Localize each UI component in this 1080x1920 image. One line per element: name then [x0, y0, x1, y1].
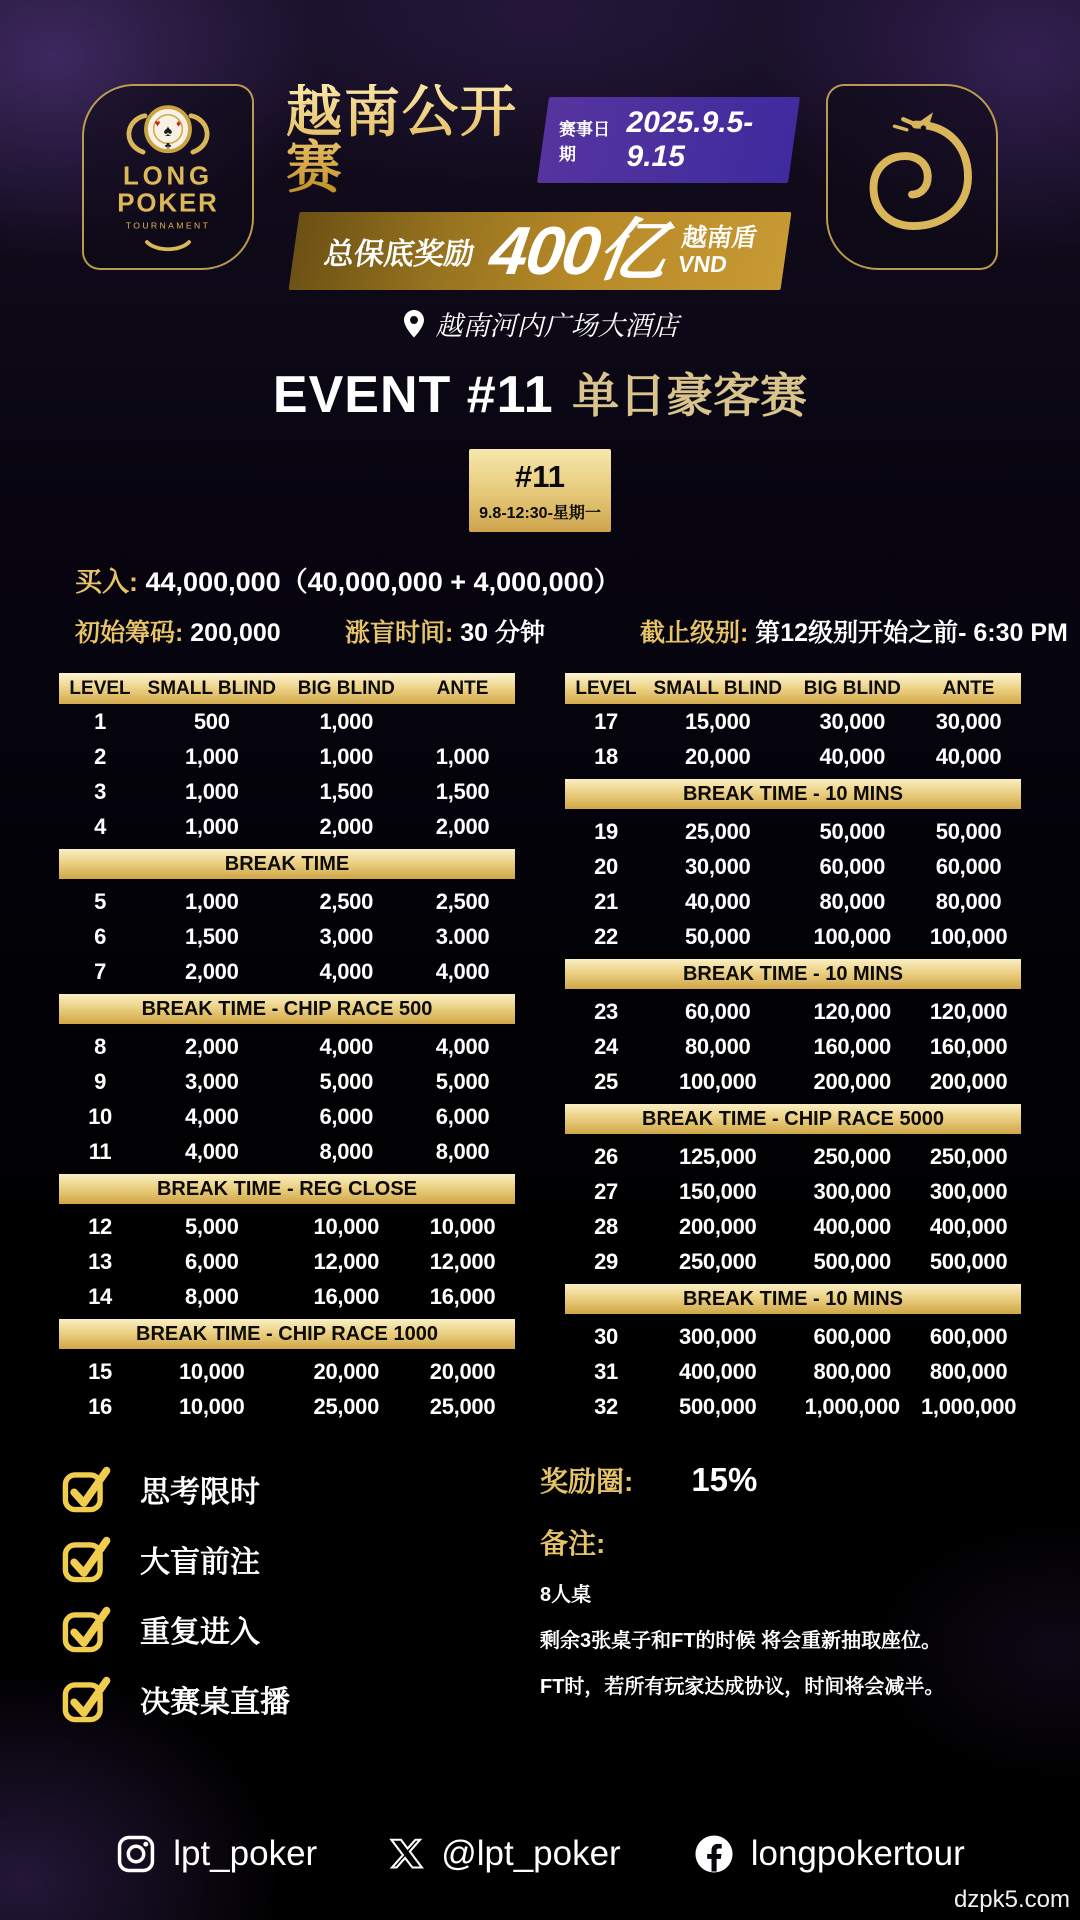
- note-line: 8人桌: [540, 1584, 592, 1606]
- cell-sb: 150,000: [679, 1178, 757, 1204]
- cell-level: 10: [88, 1103, 112, 1129]
- cell-sb: 8,000: [184, 1283, 239, 1309]
- cell-ante: 2,500: [435, 888, 490, 914]
- col-level: LEVEL: [69, 677, 131, 699]
- cell-bb: 5,000: [319, 1068, 374, 1094]
- cell-ante: 20,000: [429, 1358, 496, 1384]
- cell-ante: 80,000: [935, 888, 1002, 914]
- cell-bb: 12,000: [313, 1248, 380, 1274]
- checkbox-checked-icon: [60, 1533, 112, 1585]
- cell-level: 15: [88, 1358, 112, 1384]
- svg-text:LONG: LONG: [123, 162, 213, 191]
- cell-ante: 12,000: [429, 1248, 496, 1274]
- stats-line: [75, 613, 1080, 649]
- cell-ante: 120,000: [929, 998, 1008, 1024]
- date-value: 2025.9.5-9.15: [626, 106, 754, 173]
- svg-text:♥: ♥: [154, 118, 161, 130]
- cell-bb: 80,000: [819, 888, 886, 914]
- level-row: [565, 1209, 1021, 1244]
- cell-level: 18: [594, 743, 618, 769]
- level-row: [59, 919, 515, 954]
- cell-ante: 300,000: [929, 1178, 1008, 1204]
- event-number-badge: [469, 449, 611, 532]
- cell-ante: 250,000: [929, 1143, 1008, 1169]
- break-row: BREAK TIME - CHIP RACE 500: [59, 994, 515, 1024]
- cell-bb: 2,500: [319, 888, 374, 914]
- level-row: [59, 1029, 515, 1064]
- cell-ante: 30,000: [935, 708, 1002, 734]
- cell-level: 32: [594, 1393, 618, 1419]
- note-line: FT时，若所有玩家达成协议，时间将会减半。: [540, 1676, 945, 1698]
- cell-level: 8: [94, 1033, 106, 1059]
- cell-bb: 1,000: [319, 708, 374, 734]
- cell-sb: 1,500: [184, 923, 239, 949]
- social-text: @lpt_poker: [441, 1834, 621, 1873]
- buyin-line: [75, 560, 1080, 599]
- cell-ante: 2,000: [435, 813, 490, 839]
- col-ante: ANTE: [942, 677, 995, 699]
- svg-text:♣: ♣: [164, 140, 172, 152]
- cell-level: 6: [94, 923, 106, 949]
- cell-ante: 60,000: [935, 853, 1002, 879]
- feature-list: [60, 1460, 530, 1740]
- cell-level: 21: [594, 888, 618, 914]
- cell-ante: 800,000: [929, 1358, 1008, 1384]
- cell-level: 13: [88, 1248, 112, 1274]
- stat-label: 涨盲时间:: [345, 619, 454, 647]
- cell-ante: 1,000: [435, 743, 490, 769]
- cell-ante: 600,000: [929, 1323, 1008, 1349]
- level-row: [59, 1064, 515, 1099]
- cell-ante: 1,000,000: [920, 1393, 1017, 1419]
- level-row: [565, 704, 1021, 739]
- feature-reentry: [60, 1600, 530, 1657]
- guarantee-label: 总保底奖励: [321, 238, 477, 271]
- level-row: [565, 1319, 1021, 1354]
- level-row: [565, 919, 1021, 954]
- checkbox-checked-icon: [60, 1673, 112, 1725]
- cell-level: 14: [88, 1283, 112, 1309]
- level-row: [565, 1139, 1021, 1174]
- cell-sb: 500,000: [679, 1393, 757, 1419]
- cell-ante: 4,000: [435, 958, 490, 984]
- series-title: 越南公开赛: [286, 84, 525, 196]
- cell-bb: 1,000: [319, 743, 374, 769]
- col-level: LEVEL: [575, 677, 637, 699]
- level-row: [565, 1354, 1021, 1389]
- level-row: [565, 1174, 1021, 1209]
- cell-ante: 500,000: [929, 1248, 1008, 1274]
- cell-level: 25: [594, 1068, 618, 1094]
- payout-label: 奖励圈:: [540, 1466, 634, 1497]
- cell-level: 24: [594, 1033, 618, 1059]
- level-row: [565, 739, 1021, 774]
- cell-level: 2: [94, 743, 106, 769]
- table-body-left: [59, 704, 515, 1424]
- cell-level: 20: [594, 853, 618, 879]
- level-row: [565, 814, 1021, 849]
- level-row: [565, 1029, 1021, 1064]
- break-row: BREAK TIME - 10 MINS: [565, 959, 1021, 989]
- break-row: BREAK TIME - 10 MINS: [565, 1284, 1021, 1314]
- blind-structure: [0, 673, 1080, 1424]
- header: [0, 0, 1080, 343]
- feature-label: 重复进入: [140, 1615, 260, 1649]
- cell-sb: 2,000: [184, 1033, 239, 1059]
- cell-sb: 3,000: [184, 1068, 239, 1094]
- level-row: [59, 954, 515, 989]
- cell-bb: 6,000: [319, 1103, 374, 1129]
- cell-bb: 1,500: [319, 778, 374, 804]
- table-header: [565, 673, 1021, 704]
- watermark: dzpk5.com: [953, 1886, 1070, 1913]
- feature-ft-stream: [60, 1670, 530, 1727]
- level-row: [59, 884, 515, 919]
- cell-ante: 3.000: [435, 923, 490, 949]
- cell-level: 23: [594, 998, 618, 1024]
- table-header: [59, 673, 515, 704]
- cell-bb: 4,000: [319, 958, 374, 984]
- stat-starting-stack: [75, 613, 345, 649]
- feature-label: 决赛桌直播: [140, 1685, 290, 1719]
- svg-text:♦: ♦: [176, 118, 181, 130]
- payout-row: [540, 1460, 1020, 1500]
- break-row: BREAK TIME - 10 MINS: [565, 779, 1021, 809]
- feature-bb-ante: [60, 1530, 530, 1587]
- cell-bb: 160,000: [813, 1033, 891, 1059]
- cell-level: 28: [594, 1213, 618, 1239]
- cell-sb: 10,000: [179, 1358, 245, 1384]
- stat-level-duration: [345, 613, 640, 649]
- level-row: [59, 809, 515, 844]
- cell-bb: 600,000: [813, 1323, 891, 1349]
- cell-sb: 1,000: [184, 888, 239, 914]
- cell-bb: 20,000: [313, 1358, 380, 1384]
- cell-ante: 50,000: [935, 818, 1002, 844]
- cell-sb: 4,000: [184, 1103, 239, 1129]
- level-row: [565, 849, 1021, 884]
- cell-ante: 25,000: [429, 1393, 496, 1419]
- cell-bb: 8,000: [319, 1138, 374, 1164]
- col-small-blind: SMALL BLIND: [147, 677, 276, 699]
- cell-bb: 3,000: [319, 923, 374, 949]
- cell-ante: 1,500: [435, 778, 490, 804]
- cell-level: 26: [594, 1143, 618, 1169]
- blind-table-left: [59, 673, 515, 1424]
- cell-sb: 250,000: [679, 1248, 757, 1274]
- break-row: BREAK TIME - CHIP RACE 1000: [59, 1319, 515, 1349]
- col-big-blind: BIG BLIND: [297, 677, 395, 699]
- cell-level: 5: [94, 888, 106, 914]
- cell-ante: 160,000: [929, 1033, 1008, 1059]
- notes-column: [530, 1460, 1020, 1740]
- cell-sb: 25,000: [685, 818, 751, 844]
- level-row: [565, 1244, 1021, 1279]
- cell-sb: 60,000: [685, 998, 751, 1024]
- dragon-logo-panel: [826, 84, 998, 270]
- cell-level: 7: [94, 958, 106, 984]
- cell-bb: 40,000: [819, 743, 886, 769]
- guarantee-currency: [677, 225, 759, 278]
- cell-sb: 1,000: [184, 778, 239, 804]
- facebook-icon: [693, 1833, 735, 1875]
- event-number: #11: [514, 459, 565, 494]
- long-poker-trophy-icon: [101, 95, 235, 259]
- cell-bb: 300,000: [813, 1178, 891, 1204]
- level-row: [59, 1134, 515, 1169]
- cell-sb: 4,000: [184, 1138, 239, 1164]
- cell-sb: 1,000: [184, 813, 239, 839]
- table-body-right: [565, 704, 1021, 1424]
- cell-level: 19: [594, 818, 618, 844]
- cell-bb: 800,000: [813, 1358, 891, 1384]
- svg-text:TOURNAMENT: TOURNAMENT: [125, 220, 211, 231]
- stat-value: 30 分钟: [460, 619, 546, 647]
- cell-sb: 500: [193, 708, 230, 734]
- cell-sb: 1,000: [184, 743, 239, 769]
- cell-bb: 10,000: [313, 1213, 380, 1239]
- level-row: [565, 1064, 1021, 1099]
- cell-level: 22: [594, 923, 618, 949]
- level-row: [59, 1244, 515, 1279]
- currency-code: VND: [676, 251, 729, 278]
- stat-value: 200,000: [190, 619, 281, 647]
- feature-label: 大盲前注: [140, 1545, 260, 1579]
- x-handle[interactable]: [389, 1834, 621, 1874]
- cell-ante: 400,000: [929, 1213, 1008, 1239]
- dragon-logo-icon: [842, 107, 982, 247]
- col-ante: ANTE: [436, 677, 489, 699]
- stat-label: 截止级别:: [640, 619, 749, 647]
- location-pin-icon: [402, 309, 426, 339]
- cell-bb: 50,000: [819, 818, 886, 844]
- cell-level: 12: [88, 1213, 112, 1239]
- col-small-blind: SMALL BLIND: [653, 677, 782, 699]
- cell-sb: 300,000: [679, 1323, 757, 1349]
- level-row: [59, 774, 515, 809]
- facebook-handle[interactable]: [693, 1833, 965, 1875]
- cell-level: 16: [88, 1393, 112, 1419]
- cell-sb: 40,000: [685, 888, 751, 914]
- cell-level: 1: [94, 708, 106, 734]
- cell-ante: 5,000: [435, 1068, 490, 1094]
- bottom-section: [0, 1460, 1080, 1740]
- checkbox-checked-icon: [60, 1463, 112, 1515]
- cell-level: 31: [594, 1358, 618, 1384]
- cell-sb: 80,000: [685, 1033, 751, 1059]
- cell-sb: 125,000: [679, 1143, 757, 1169]
- long-poker-logo-panel: [82, 84, 254, 270]
- cell-bb: 60,000: [819, 853, 886, 879]
- stat-value: 第12级别开始之前- 6:30 PM: [755, 619, 1068, 647]
- cell-sb: 2,000: [184, 958, 239, 984]
- cell-ante: 8,000: [435, 1138, 490, 1164]
- cell-sb: 10,000: [179, 1393, 245, 1419]
- x-icon: [389, 1836, 425, 1872]
- cell-sb: 20,000: [685, 743, 751, 769]
- cell-level: 29: [594, 1248, 618, 1274]
- guarantee-amount: 400亿: [485, 213, 670, 289]
- social-text: lpt_poker: [173, 1834, 318, 1873]
- cell-level: 11: [88, 1138, 112, 1164]
- cell-ante: 200,000: [929, 1068, 1008, 1094]
- svg-text:POKER: POKER: [117, 189, 219, 218]
- cell-bb: 500,000: [813, 1248, 891, 1274]
- checkbox-checked-icon: [60, 1603, 112, 1655]
- cell-sb: 200,000: [679, 1213, 757, 1239]
- cell-ante: 16,000: [429, 1283, 496, 1309]
- cell-sb: 5,000: [184, 1213, 239, 1239]
- currency-cn: 越南盾: [680, 223, 760, 252]
- cell-sb: 30,000: [685, 853, 751, 879]
- cell-bb: 1,000,000: [804, 1393, 900, 1419]
- cell-ante: 40,000: [935, 743, 1002, 769]
- level-row: [59, 739, 515, 774]
- buyin-value: 44,000,000（40,000,000 + 4,000,000）: [145, 567, 621, 597]
- cell-bb: 120,000: [813, 998, 891, 1024]
- notes-label: 备注:: [540, 1528, 606, 1559]
- event-title: [0, 366, 1080, 424]
- payout-value: 15%: [691, 1461, 758, 1498]
- level-row: [59, 1099, 515, 1134]
- cell-level: 30: [594, 1323, 618, 1349]
- level-row: [565, 884, 1021, 919]
- instagram-handle[interactable]: [115, 1833, 317, 1875]
- cell-level: 9: [94, 1068, 106, 1094]
- level-row: [59, 1209, 515, 1244]
- cell-bb: 200,000: [813, 1068, 891, 1094]
- break-row: BREAK TIME - REG CLOSE: [59, 1174, 515, 1204]
- cell-bb: 25,000: [313, 1393, 380, 1419]
- level-row: [565, 994, 1021, 1029]
- cell-ante: 10,000: [429, 1213, 496, 1239]
- cell-bb: 2,000: [319, 813, 374, 839]
- cell-bb: 4,000: [319, 1033, 374, 1059]
- cell-level: 3: [94, 778, 106, 804]
- cell-bb: 250,000: [813, 1143, 891, 1169]
- footer-socials: [0, 1828, 1080, 1880]
- break-row: BREAK TIME - CHIP RACE 5000: [565, 1104, 1021, 1134]
- level-row: [59, 1354, 515, 1389]
- header-center: [286, 80, 794, 343]
- date-label: 赛事日期: [559, 120, 611, 164]
- cell-bb: 400,000: [813, 1213, 891, 1239]
- note-line: 剩余3张桌子和FT的时候 将会重新抽取座位。: [540, 1630, 942, 1652]
- cell-bb: 100,000: [813, 923, 891, 949]
- cell-level: 27: [594, 1178, 618, 1204]
- event-date-badge: [537, 97, 800, 183]
- cell-sb: 50,000: [685, 923, 751, 949]
- level-row: [59, 1279, 515, 1314]
- level-row: [59, 1389, 515, 1424]
- feature-shot-clock: [60, 1460, 530, 1517]
- event-title-cn: 单日豪客赛: [572, 369, 808, 422]
- col-big-blind: BIG BLIND: [803, 677, 901, 699]
- level-row: [565, 1389, 1021, 1424]
- svg-text:♠: ♠: [163, 121, 173, 140]
- cell-sb: 100,000: [679, 1068, 757, 1094]
- cell-level: 17: [594, 708, 618, 734]
- break-row: BREAK TIME: [59, 849, 515, 879]
- event-schedule: 9.8-12:30-星期一: [479, 505, 601, 522]
- cell-sb: 400,000: [679, 1358, 757, 1384]
- stat-label: 初始筹码:: [75, 619, 184, 647]
- stat-reg-close: [640, 613, 1068, 649]
- venue-name: 越南河内广场大酒店: [435, 311, 679, 341]
- cell-bb: 16,000: [313, 1283, 380, 1309]
- cell-ante: 6,000: [435, 1103, 490, 1129]
- instagram-icon: [115, 1833, 157, 1875]
- cell-sb: 6,000: [184, 1248, 239, 1274]
- cell-bb: 30,000: [819, 708, 886, 734]
- cell-ante: 4,000: [435, 1033, 490, 1059]
- venue-row: [402, 304, 679, 343]
- guarantee-banner: [289, 212, 792, 290]
- event-title-en: EVENT #11: [272, 366, 554, 424]
- blind-table-right: [565, 673, 1021, 1424]
- social-text: longpokertour: [750, 1834, 965, 1873]
- feature-label: 思考限时: [140, 1475, 260, 1509]
- cell-sb: 15,000: [685, 708, 751, 734]
- cell-ante: 100,000: [929, 923, 1008, 949]
- cell-level: 4: [94, 813, 106, 839]
- level-row: [59, 704, 515, 739]
- buyin-label: 买入:: [75, 567, 138, 597]
